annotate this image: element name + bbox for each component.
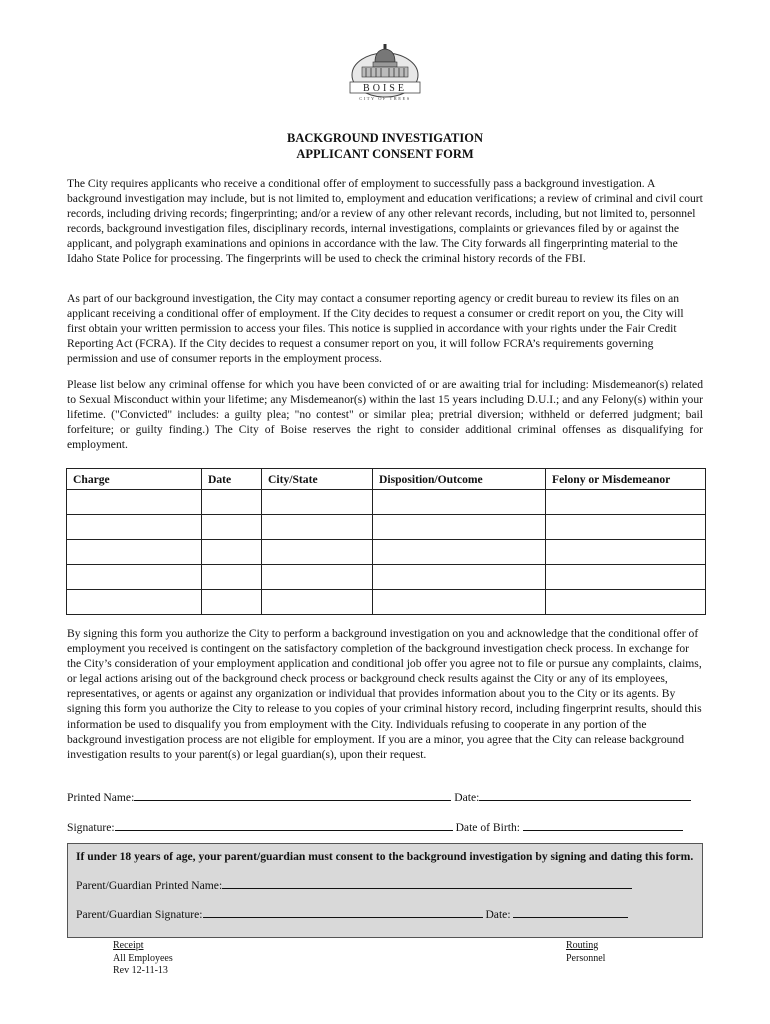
paragraph-background-overview: The City requires applicants who receive a conditional offer of employment to successfully pass a background investigation. A background investigation may include, but is not limited to, employment and education verifications; a review of criminal and civil court records, including driving records; fingerprinting; and/or a review of any other relevant records, including, but not limited to, personnel records, background investigation files, disciplinary records, internal investigations, complaints or grievances filed by or against the applicant, and polygraph examinations and opinions in accordance with the law. The City forwards all fingerprinting material to the Idaho State Police for processing. The fingerprints will be used to check the criminal history records of the FBI. [67,177,703,266]
form-title-line2: APPLICANT CONSENT FORM [296,147,474,161]
cell-date[interactable] [202,515,262,540]
cell-charge[interactable] [67,490,202,515]
form-title-line1: BACKGROUND INVESTIGATION [287,131,483,145]
printed-name-label: Printed Name: [67,791,135,804]
boise-logo [340,40,430,106]
col-header-city-state: City/State [262,469,373,490]
revision-label: Rev 12-11-13 [113,965,168,976]
cell-charge[interactable] [67,590,202,615]
cell-felony-misdemeanor[interactable] [546,490,706,515]
cell-charge[interactable] [67,540,202,565]
cell-felony-misdemeanor[interactable] [546,515,706,540]
footer-receipt [113,940,173,978]
logo-name: BOISE [363,83,407,94]
logo-tagline: CITY OF TREES [359,96,411,101]
dob-label: Date of Birth: [455,821,520,834]
cell-disposition[interactable] [373,590,546,615]
cell-date[interactable] [202,490,262,515]
footer-routing [566,940,605,965]
capitol-dome-icon [340,40,430,106]
cell-city-state[interactable] [262,515,373,540]
col-header-disposition: Disposition/Outcome [373,469,546,490]
table-row [67,565,706,590]
signature-row [67,820,683,834]
routing-value: Personnel [566,952,606,964]
offense-table [66,468,706,615]
guardian-date-label: Date: [485,908,511,921]
receipt-label: Receipt [113,940,144,951]
guardian-printed-name-field[interactable] [222,878,632,889]
cell-disposition[interactable] [373,515,546,540]
col-header-charge: Charge [67,469,202,490]
table-row [67,515,706,540]
guardian-printed-name-row [76,878,632,892]
guardian-signature-label: Parent/Guardian Signature: [76,908,203,921]
cell-date[interactable] [202,565,262,590]
guardian-signature-row [76,907,628,921]
guardian-consent-box [67,843,703,938]
cell-city-state[interactable] [262,540,373,565]
table-row [67,590,706,615]
cell-disposition[interactable] [373,565,546,590]
signature-label: Signature: [67,821,115,834]
guardian-printed-name-label: Parent/Guardian Printed Name: [76,879,223,892]
cell-charge[interactable] [67,565,202,590]
guardian-signature-field[interactable] [203,907,483,918]
printed-name-row [67,790,691,804]
paragraph-consent: By signing this form you authorize the City to perform a background investigation on you and acknowledge that the conditional offer of employment you received is contingent on the satisfactory completion of the background investigation check process. In exchange for the City’s consideration of your employment application and conditional job offer you agree not to file or pursue any complaints, claims, or legal actions arising out of the background check process or background check results against the City or any of its employees, representatives, or agents or against any organization or individual that provides information about you to the City or its agents. By signing this form you authorize the City to release to you copies of your criminal history record, including fingerprint results, should this information be used to disqualify you from employment with the City. Individuals refusing to cooperate in any portion of the background investigation process are not eligible for employment. If you are a minor, you agree that the City can release background investigation results to your parent(s) or legal guardian(s), upon their request. [67,627,702,761]
col-header-date: Date [202,469,262,490]
signature-field[interactable] [115,820,453,831]
receipt-value: All Employees [113,952,173,964]
col-header-felony-misdemeanor: Felony or Misdemeanor [546,469,706,490]
paragraph-credit-report: As part of our background investigation, the City may contact a consumer reporting agency or credit bureau to review its files on an applicant receiving a conditional offer of employment. If the City decides to request a consumer or credit report on you, the City will first obtain your written permission to access your files. This notice is supplied in accordance with your rights under the Fair Credit Reporting Act (FCRA). If the City decides to request a consumer report on you, it will follow FCRA’s requirements governing permission and use of consumer reports in the employment process. [67,292,684,366]
cell-disposition[interactable] [373,490,546,515]
cell-city-state[interactable] [262,565,373,590]
date-label: Date: [454,791,480,804]
cell-city-state[interactable] [262,490,373,515]
guardian-notice: If under 18 years of age, your parent/guardian must consent to the background investigation by signing and dating this form. [76,850,694,863]
table-row [67,490,706,515]
table-header-row [67,469,706,490]
cell-felony-misdemeanor[interactable] [546,565,706,590]
cell-date[interactable] [202,540,262,565]
cell-date[interactable] [202,590,262,615]
dob-field[interactable] [523,820,683,831]
routing-label: Routing [566,940,599,951]
date-field[interactable] [479,790,691,801]
cell-charge[interactable] [67,515,202,540]
table-row [67,540,706,565]
guardian-date-field[interactable] [513,907,628,918]
cell-disposition[interactable] [373,540,546,565]
cell-city-state[interactable] [262,590,373,615]
cell-felony-misdemeanor[interactable] [546,540,706,565]
printed-name-field[interactable] [134,790,451,801]
cell-felony-misdemeanor[interactable] [546,590,706,615]
paragraph-criminal-offense: Please list below any criminal offense for which you have been convicted of or are awaiting trial for including: Misdemeanor(s) related to Sexual Misconduct within your lifetime; any Misdemeanor(s) within the last 15 years including D.U.I.; and any Felony(s) within your lifetime. ("Convicted" includes: a guilty plea; "no contest" or similar plea; pretrial diversion; withheld or deferred judgment; bail forfeiture; or guilty finding.) The City of Boise reserves the right to consider additional criminal offenses as disqualifying for employment. [67,378,703,452]
